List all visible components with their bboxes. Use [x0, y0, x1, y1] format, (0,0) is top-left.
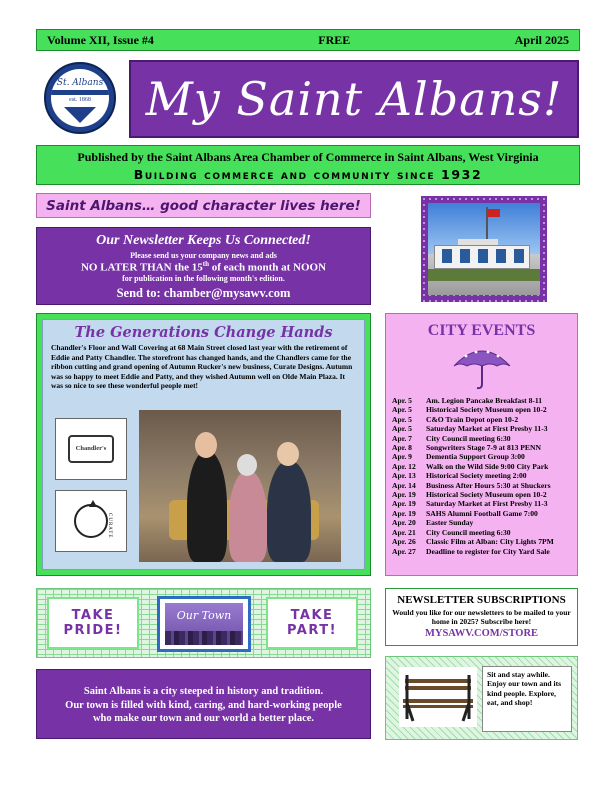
event-row — [392, 452, 571, 461]
newsletter-email[interactable]: Send to: chamber@mysawv.com — [116, 285, 291, 300]
generations-article — [36, 313, 371, 576]
event-text: Saturday Market at First Presby 11-3 — [426, 424, 548, 434]
issue-banner — [36, 29, 580, 51]
bench-caption: Sit and stay awhile. Enjoy our town and its kind people. Explore, eat, and shop! — [482, 666, 572, 732]
tagline: Building commerce and community since 1932 — [133, 167, 483, 182]
event-date: Apr. 5 — [392, 405, 412, 415]
flag-icon — [488, 209, 500, 217]
masthead-title-box — [129, 60, 579, 138]
event-row — [392, 434, 571, 443]
building-photo-frame — [421, 196, 547, 302]
event-row — [392, 499, 571, 508]
event-row — [392, 396, 571, 405]
price-label: FREE — [318, 32, 351, 47]
article-heading: The Generations Change Hands — [74, 324, 333, 341]
event-text: Am. Legion Pancake Breakfast 8-11 — [426, 396, 543, 405]
logo-year: est. 1868 — [69, 97, 91, 103]
mission-box — [36, 669, 371, 739]
logo-triangle-icon — [64, 107, 96, 123]
event-date: Apr. 26 — [392, 537, 416, 547]
chandlers-logo: Chandler's — [55, 418, 127, 480]
umbrella-icon — [452, 344, 512, 390]
event-row — [392, 490, 571, 499]
mission-line1: Saint Albans is a city steeped in history and tradition. — [83, 686, 324, 697]
event-text: Business After Hours 5:30 at Shuckers — [426, 480, 551, 490]
curate-ring-icon — [74, 504, 108, 538]
volume-label: Volume XII, Issue #4 — [47, 32, 154, 47]
motto-box — [36, 193, 371, 218]
event-date: Apr. 19 — [392, 499, 416, 509]
take-pride-band — [36, 588, 371, 658]
mission-line2: Our town is filled with kind, caring, and hard-working people — [65, 699, 342, 711]
event-date: Apr. 27 — [392, 546, 416, 556]
event-date: Apr. 5 — [392, 396, 412, 405]
subscriptions-body: Would you like for our newsletters to be mailed to your home in 2025? Subscribe here! — [392, 608, 571, 627]
event-row — [392, 462, 571, 471]
event-date: Apr. 19 — [392, 508, 416, 518]
event-row — [392, 405, 571, 414]
event-row — [392, 537, 571, 546]
event-text: Walk on the Wild Side 9:00 City Park — [426, 461, 549, 471]
event-text: Saturday Market at First Presby 11-3 — [426, 499, 548, 509]
event-date: Apr. 21 — [392, 527, 416, 537]
newsletter-heading: Our Newsletter Keeps Us Connected! — [96, 233, 311, 248]
event-date: Apr. 9 — [392, 452, 412, 462]
event-text: Deadline to register for City Yard Sale — [426, 546, 550, 556]
event-text: Easter Sunday — [426, 518, 474, 528]
event-row — [392, 528, 571, 537]
newsletter-deadline: NO LATER THAN the 15th of each month at NOON — [80, 260, 327, 274]
event-date: Apr. 19 — [392, 490, 416, 500]
take-part-tag: TAKE PART! — [266, 597, 358, 649]
event-row — [392, 547, 571, 556]
take-pride-tag: TAKE PRIDE! — [47, 597, 139, 649]
event-date: Apr. 13 — [392, 471, 416, 481]
motto-text: Saint Albans… good character lives here! — [46, 197, 361, 214]
event-text: City Council meeting 6:30 — [426, 433, 511, 443]
mission-line3: who make our town and our world a better place. — [92, 713, 315, 724]
logo-text: St. Albans — [56, 78, 104, 88]
chamber-logo — [44, 62, 116, 134]
masthead-title: My Saint Albans! — [145, 72, 563, 126]
event-text: C&O Train Depot open 10-2 — [426, 414, 519, 424]
newsletter-notice — [36, 227, 371, 305]
curate-logo: CURATE — [55, 490, 127, 552]
subscriptions-heading: NEWSLETTER SUBSCRIPTIONS — [397, 594, 566, 606]
event-row — [392, 481, 571, 490]
publisher-line: Published by the Saint Albans Area Chamber of Commerce in Saint Albans, West Virginia — [77, 150, 539, 164]
our-town-badge: Our Town — [157, 596, 251, 652]
subscriptions-box — [385, 588, 578, 646]
event-date: Apr. 5 — [392, 414, 412, 424]
bench-box — [385, 656, 578, 740]
bench-icon — [399, 667, 477, 727]
publisher-box — [36, 145, 580, 185]
newsletter-line1: Please send us your company news and ads — [130, 251, 277, 260]
event-text: SAHS Alumni Football Game 7:00 — [426, 508, 538, 518]
article-body: Chandler's Floor and Wall Covering at 68 Main Street closed last year with the retirement of Eddie and Patty Chandler. The storefront has changed hands, and the Chandlers came for the ribbon cutting and grand opening of Autumn Rucker's new business, Curate Designs. Autumn was so happy to meet Eddie and Patty, and they wished Autumn well on Olde Main Plaza. It was so nice to see these wonderful people met! — [51, 343, 353, 391]
event-text: Historical Society Museum open 10-2 — [426, 405, 547, 415]
event-date: Apr. 20 — [392, 518, 416, 528]
building-photo — [428, 203, 540, 295]
event-row — [392, 424, 571, 433]
city-events-heading: CITY EVENTS — [427, 322, 536, 339]
event-date: Apr. 5 — [392, 424, 412, 434]
event-date: Apr. 7 — [392, 433, 412, 443]
event-text: Historical Society Museum open 10-2 — [426, 490, 547, 500]
event-text: Songwriters Stage 7-9 at 813 PENN — [426, 443, 541, 453]
event-date: Apr. 14 — [392, 480, 416, 490]
store-link[interactable]: MYSAWV.COM/STORE — [424, 628, 539, 640]
event-text: Historical Society meeting 2:00 — [426, 471, 527, 481]
event-date: Apr. 12 — [392, 461, 416, 471]
event-text: City Council meeting 6:30 — [426, 527, 511, 537]
event-row — [392, 415, 571, 424]
newsletter-line3: for publication in the following month's edition. — [122, 273, 285, 283]
event-row — [392, 509, 571, 518]
city-events — [385, 313, 578, 576]
issue-date: April 2025 — [514, 32, 569, 47]
ribbon-cutting-photo — [139, 410, 341, 562]
event-row — [392, 518, 571, 527]
event-row — [392, 443, 571, 452]
event-text: Dementia Support Group 3:00 — [426, 452, 525, 462]
event-text: Classic Film at Alban: City Lights 7PM — [426, 537, 554, 547]
event-row — [392, 471, 571, 480]
events-list — [392, 396, 571, 556]
event-date: Apr. 8 — [392, 443, 412, 453]
